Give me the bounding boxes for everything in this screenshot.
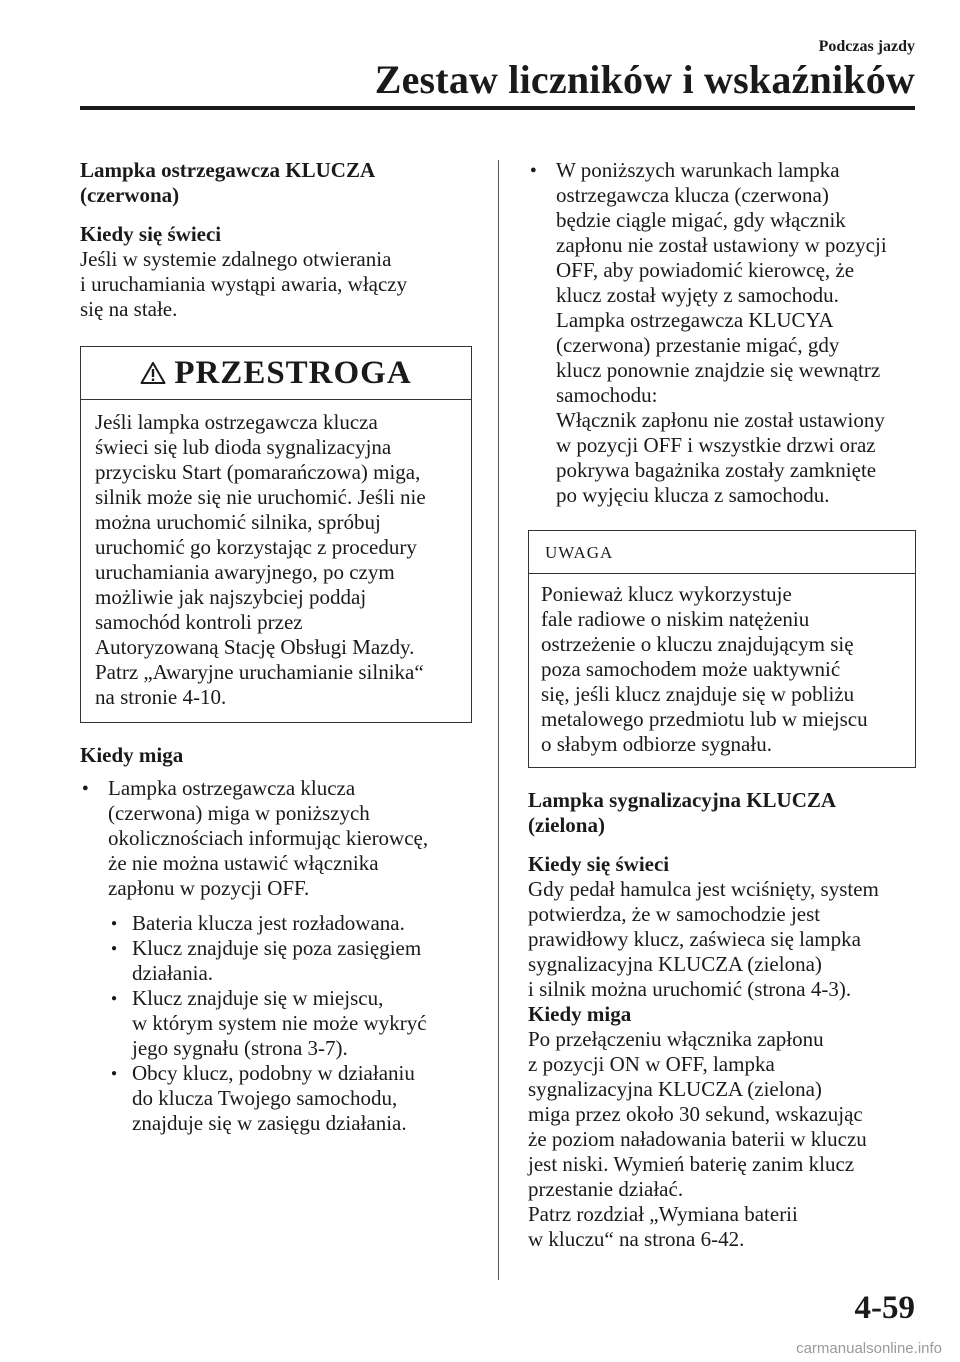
- header-section: Podczas jazdy: [818, 38, 915, 55]
- caution-title: PRZESTROGA: [174, 354, 412, 391]
- paragraph-when-lit: Gdy pedał hamulca jest wciśnięty, system potwierdza, że w samochodzie jest prawidłowy klucz, zaświeca się lampka sygnalizacyjna KLUCZA (zielona) i silnik można uruchomić (strona 4-3).: [528, 877, 879, 1001]
- section-heading-green-key-indicator: Lampka sygnalizacyjna KLUCZA (zielona): [528, 788, 837, 837]
- sub-bullet-list: [108, 911, 472, 1136]
- subheading-when-lit: Kiedy się świeci: [528, 852, 670, 876]
- warning-triangle-icon: [140, 361, 166, 385]
- left-column: [80, 158, 472, 1136]
- list-item-text: W poniższych warunkach lampka ostrzegawcza klucza (czerwona) będzie ciągle migać, gdy włącznik zapłonu nie został ustawiony w pozycji OFF, aby powiadomić kierowcę, że klucz został wyjęty z samochodu. Lampka ostrzegawcza KLUCYA (czerwona) przestanie migać, gdy klucz ponownie znajdzie się wewnątrz samochodu: Włącznik zapłonu nie został ustawiony w pozycji OFF i wszystkie drzwi oraz pokrywa bagażnika zostały zamknięte po wyjęciu klucza z samochodu.: [556, 158, 887, 507]
- list-item: [108, 936, 472, 986]
- paragraph-when-lit: Jeśli w systemie zdalnego otwierania i uruchamiania wystąpi awaria, włączy się na stałe.: [80, 247, 408, 321]
- note-title: UWAGA: [529, 531, 915, 574]
- right-column: [528, 158, 916, 1252]
- list-item: [80, 776, 472, 1136]
- list-item: [108, 1061, 472, 1136]
- note-text: Ponieważ klucz wykorzystuje fale radiowe o niskim natężeniu ostrzeżenie o kluczu znajdującym się poza samochodem może uaktywnić się, jeśli klucz znajduje się w pobliżu metalowego przedmiotu lub w miejscu o słabym odbiorze sygnału.: [541, 582, 868, 756]
- page-title: Zestaw liczników i wskaźników: [374, 57, 915, 102]
- bullet-list: [528, 158, 916, 508]
- paragraph-when-blinking: Po przełączeniu włącznika zapłonu z pozycji ON w OFF, lampka sygnalizacyjna KLUCZA (zielona) miga przez około 30 sekund, wskazując że poziom naładowania baterii w kluczu jest niski. Wymień baterię zanim klucz przestanie działać. Patrz rozdział „Wymiana baterii w kluczu“ na strona 6-42.: [528, 1027, 867, 1251]
- header-rule: [80, 106, 915, 110]
- list-item: [108, 986, 472, 1061]
- list-item: [108, 911, 472, 936]
- list-item-text: Obcy klucz, podobny w działaniu do klucza Twojego samochodu, znajduje się w zasięgu działania.: [132, 1061, 415, 1135]
- column-divider: [498, 160, 499, 1280]
- list-item-text: Bateria klucza jest rozładowana.: [132, 911, 405, 935]
- caution-header: [81, 347, 471, 400]
- bullet-list: [80, 776, 472, 1136]
- list-item: [528, 158, 916, 508]
- subheading-when-blinking: Kiedy miga: [80, 743, 184, 767]
- page-number: 4-59: [854, 1290, 915, 1326]
- list-item-text: Lampka ostrzegawcza klucza (czerwona) miga w poniższych okolicznościach informując kierowcę, że nie można ustawić włącznika zapłonu w pozycji OFF.: [108, 776, 429, 900]
- watermark: carmanualsonline.info: [796, 1340, 942, 1357]
- caution-box: [80, 346, 472, 723]
- note-box: [528, 530, 916, 768]
- caution-text: Jeśli lampka ostrzegawcza klucza świeci się lub dioda sygnalizacyjna przycisku Start (pomarańczowa) miga, silnik może się nie uruchomić. Jeśli nie można uruchomić silnika, spróbuj uruchomić go korzystając z procedury uruchamiania awaryjnego, po czym możliwie jak najszybciej poddaj samochód kontroli przez Autoryzowaną Stację Obsługi Mazdy. Patrz „Awaryjne uruchamianie silnika“ na stronie 4-10.: [95, 410, 426, 709]
- section-heading-red-key-warning: Lampka ostrzegawcza KLUCZA (czerwona): [80, 158, 376, 207]
- subheading-when-lit: Kiedy się świeci: [80, 222, 222, 246]
- list-item-text: Klucz znajduje się poza zasięgiem działania.: [132, 936, 422, 985]
- list-item-text: Klucz znajduje się w miejscu, w którym system nie może wykryć jego sygnału (strona 3-7).: [132, 986, 427, 1060]
- subheading-when-blinking: Kiedy miga: [528, 1002, 632, 1026]
